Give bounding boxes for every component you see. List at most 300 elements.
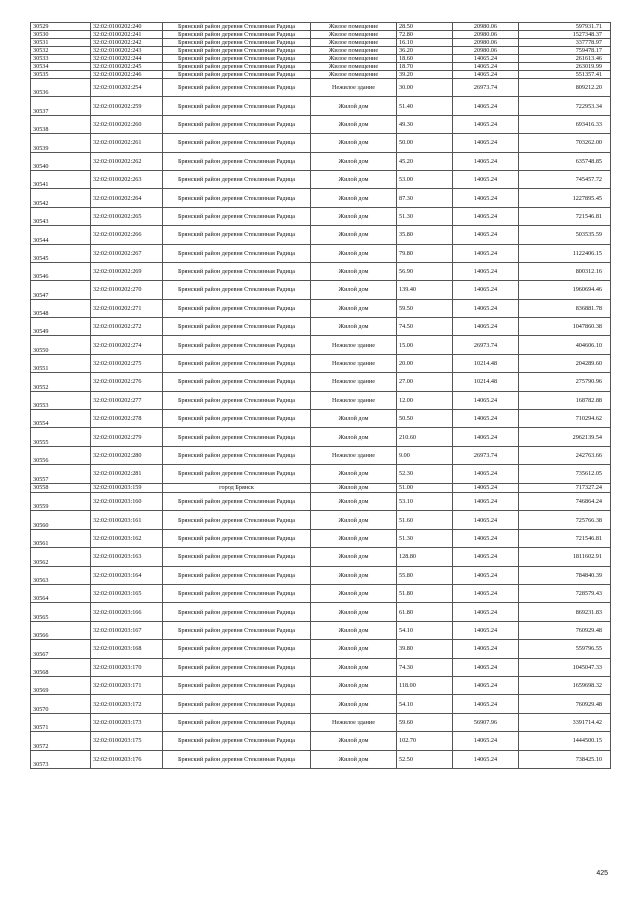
- area-cell: 56.90: [397, 262, 453, 280]
- specific-value-cell: 14065.24: [453, 695, 519, 713]
- row-number-cell: 30529: [31, 23, 91, 31]
- cadastral-value-cell: 551357.41: [519, 71, 611, 79]
- object-type-cell: Жилое помещение: [311, 63, 397, 71]
- address-cell: Брянский район деревня Стеклянная Радица: [163, 621, 311, 639]
- area-cell: 51.00: [397, 483, 453, 493]
- table-row: [31, 511, 611, 529]
- row-number-cell: 30547: [31, 281, 91, 299]
- address-cell: Брянский район деревня Стеклянная Радица: [163, 713, 311, 731]
- table-row: [31, 262, 611, 280]
- table-row: [31, 134, 611, 152]
- cadastral-value-cell: 404606.10: [519, 336, 611, 354]
- address-cell: Брянский район деревня Стеклянная Радица: [163, 318, 311, 336]
- specific-value-cell: 14065.24: [453, 548, 519, 566]
- cadastral-value-table-sheet: [30, 22, 610, 769]
- object-type-cell: Жилой дом: [311, 115, 397, 133]
- cadastral-value-cell: 168782.88: [519, 391, 611, 409]
- cadastral-number-cell: 32:02:0100202:241: [91, 31, 163, 39]
- object-type-cell: Нежилое здание: [311, 79, 397, 97]
- specific-value-cell: 14065.24: [453, 677, 519, 695]
- specific-value-cell: 26973.74: [453, 446, 519, 464]
- cadastral-value-cell: 725766.38: [519, 511, 611, 529]
- row-number-cell: 30548: [31, 299, 91, 317]
- cadastral-number-cell: 32:02:0100202:267: [91, 244, 163, 262]
- cadastral-number-cell: 32:02:0100202:243: [91, 47, 163, 55]
- cadastral-value-cell: 836881.78: [519, 299, 611, 317]
- object-type-cell: Жилой дом: [311, 226, 397, 244]
- cadastral-number-cell: 32:02:0100202:272: [91, 318, 163, 336]
- row-number-cell: 30557: [31, 465, 91, 483]
- row-number-cell: 30569: [31, 677, 91, 695]
- address-cell: Брянский район деревня Стеклянная Радица: [163, 603, 311, 621]
- specific-value-cell: 14065.24: [453, 134, 519, 152]
- area-cell: 53.10: [397, 493, 453, 511]
- specific-value-cell: 14065.24: [453, 55, 519, 63]
- specific-value-cell: 14065.24: [453, 281, 519, 299]
- area-cell: 18.60: [397, 55, 453, 63]
- row-number-cell: 30530: [31, 31, 91, 39]
- cadastral-value-cell: 721546.81: [519, 207, 611, 225]
- area-cell: 54.10: [397, 695, 453, 713]
- cadastral-value-cell: 728579.43: [519, 585, 611, 603]
- table-row: [31, 299, 611, 317]
- address-cell: Брянский район деревня Стеклянная Радица: [163, 79, 311, 97]
- area-cell: 74.30: [397, 658, 453, 676]
- cadastral-value-cell: 2962139.54: [519, 428, 611, 446]
- area-cell: 49.30: [397, 115, 453, 133]
- cadastral-value-cell: 735612.05: [519, 465, 611, 483]
- cadastral-number-cell: 32:02:0100203:161: [91, 511, 163, 529]
- specific-value-cell: 14065.24: [453, 170, 519, 188]
- cadastral-number-cell: 32:02:0100202:242: [91, 39, 163, 47]
- specific-value-cell: 14065.24: [453, 465, 519, 483]
- address-cell: Брянский район деревня Стеклянная Радица: [163, 170, 311, 188]
- cadastral-value-cell: 337778.97: [519, 39, 611, 47]
- cadastral-number-cell: 32:02:0100203:165: [91, 585, 163, 603]
- cadastral-value-cell: 722953.34: [519, 97, 611, 115]
- specific-value-cell: 14065.24: [453, 621, 519, 639]
- row-number-cell: 30540: [31, 152, 91, 170]
- area-cell: 9.00: [397, 446, 453, 464]
- cadastral-number-cell: 32:02:0100202:280: [91, 446, 163, 464]
- cadastral-value-cell: 263019.99: [519, 63, 611, 71]
- specific-value-cell: 10214.48: [453, 373, 519, 391]
- row-number-cell: 30568: [31, 658, 91, 676]
- object-type-cell: Жилое помещение: [311, 47, 397, 55]
- object-type-cell: Жилой дом: [311, 585, 397, 603]
- row-number-cell: 30564: [31, 585, 91, 603]
- specific-value-cell: 14065.24: [453, 207, 519, 225]
- row-number-cell: 30565: [31, 603, 91, 621]
- cadastral-number-cell: 32:02:0100202:262: [91, 152, 163, 170]
- row-number-cell: 30550: [31, 336, 91, 354]
- address-cell: Брянский район деревня Стеклянная Радица: [163, 493, 311, 511]
- area-cell: 45.20: [397, 152, 453, 170]
- cadastral-number-cell: 32:02:0100202:265: [91, 207, 163, 225]
- cadastral-value-cell: 693416.33: [519, 115, 611, 133]
- cadastral-value-cell: 3391714.42: [519, 713, 611, 731]
- row-number-cell: 30533: [31, 55, 91, 63]
- object-type-cell: Жилой дом: [311, 207, 397, 225]
- address-cell: Брянский район деревня Стеклянная Радица: [163, 695, 311, 713]
- address-cell: Брянский район деревня Стеклянная Радица: [163, 39, 311, 47]
- row-number-cell: 30558: [31, 483, 91, 493]
- cadastral-value-cell: 1659698.32: [519, 677, 611, 695]
- area-cell: 55.80: [397, 566, 453, 584]
- object-type-cell: Жилой дом: [311, 428, 397, 446]
- object-type-cell: Жилой дом: [311, 621, 397, 639]
- object-type-cell: Жилой дом: [311, 732, 397, 750]
- area-cell: 27.00: [397, 373, 453, 391]
- object-type-cell: Жилой дом: [311, 152, 397, 170]
- specific-value-cell: 14065.24: [453, 603, 519, 621]
- cadastral-number-cell: 32:02:0100202:274: [91, 336, 163, 354]
- table-row: [31, 750, 611, 768]
- area-cell: 15.00: [397, 336, 453, 354]
- specific-value-cell: 14065.24: [453, 391, 519, 409]
- cadastral-value-cell: 597931.71: [519, 23, 611, 31]
- object-type-cell: Жилой дом: [311, 281, 397, 299]
- area-cell: 128.80: [397, 548, 453, 566]
- object-type-cell: Нежилое здание: [311, 446, 397, 464]
- cadastral-value-cell: 738425.10: [519, 750, 611, 768]
- cadastral-value-cell: 1122406.15: [519, 244, 611, 262]
- specific-value-cell: 20980.06: [453, 23, 519, 31]
- cadastral-number-cell: 32:02:0100203:171: [91, 677, 163, 695]
- cadastral-number-cell: 32:02:0100203:173: [91, 713, 163, 731]
- table-row: [31, 677, 611, 695]
- cadastral-number-cell: 32:02:0100202:276: [91, 373, 163, 391]
- address-cell: Брянский район деревня Стеклянная Радица: [163, 97, 311, 115]
- table-row: [31, 23, 611, 31]
- row-number-cell: 30556: [31, 446, 91, 464]
- row-number-cell: 30553: [31, 391, 91, 409]
- address-cell: Брянский район деревня Стеклянная Радица: [163, 354, 311, 372]
- cadastral-number-cell: 32:02:0100203:162: [91, 529, 163, 547]
- specific-value-cell: 14065.24: [453, 189, 519, 207]
- table-row: [31, 115, 611, 133]
- cadastral-value-cell: 1960694.46: [519, 281, 611, 299]
- table-row: [31, 483, 611, 493]
- object-type-cell: Жилой дом: [311, 410, 397, 428]
- cadastral-value-cell: 760929.48: [519, 621, 611, 639]
- cadastral-number-cell: 32:02:0100202:279: [91, 428, 163, 446]
- cadastral-number-cell: 32:02:0100202:278: [91, 410, 163, 428]
- specific-value-cell: 14065.24: [453, 750, 519, 768]
- object-type-cell: Жилой дом: [311, 493, 397, 511]
- specific-value-cell: 56907.96: [453, 713, 519, 731]
- address-cell: город Брянск: [163, 483, 311, 493]
- object-type-cell: Жилой дом: [311, 511, 397, 529]
- table-row: [31, 71, 611, 79]
- row-number-cell: 30544: [31, 226, 91, 244]
- table-row: [31, 446, 611, 464]
- table-row: [31, 695, 611, 713]
- address-cell: Брянский район деревня Стеклянная Радица: [163, 115, 311, 133]
- object-type-cell: Жилой дом: [311, 318, 397, 336]
- address-cell: Брянский район деревня Стеклянная Радица: [163, 299, 311, 317]
- specific-value-cell: 14065.24: [453, 640, 519, 658]
- cadastral-value-cell: 635748.85: [519, 152, 611, 170]
- cadastral-value-cell: 242763.66: [519, 446, 611, 464]
- cadastral-number-cell: 32:02:0100202:271: [91, 299, 163, 317]
- area-cell: 28.50: [397, 23, 453, 31]
- address-cell: Брянский район деревня Стеклянная Радица: [163, 658, 311, 676]
- address-cell: Брянский район деревня Стеклянная Радица: [163, 446, 311, 464]
- table-row: [31, 658, 611, 676]
- object-type-cell: Жилое помещение: [311, 71, 397, 79]
- specific-value-cell: 14065.24: [453, 483, 519, 493]
- cadastral-value-cell: 1444500.15: [519, 732, 611, 750]
- row-number-cell: 30552: [31, 373, 91, 391]
- area-cell: 50.50: [397, 410, 453, 428]
- address-cell: Брянский район деревня Стеклянная Радица: [163, 732, 311, 750]
- table-row: [31, 318, 611, 336]
- table-row: [31, 465, 611, 483]
- table-row: [31, 281, 611, 299]
- table-row: [31, 244, 611, 262]
- address-cell: Брянский район деревня Стеклянная Радица: [163, 55, 311, 63]
- object-type-cell: Жилой дом: [311, 658, 397, 676]
- cadastral-value-table: [30, 22, 611, 769]
- cadastral-number-cell: 32:02:0100203:166: [91, 603, 163, 621]
- table-row: [31, 640, 611, 658]
- cadastral-number-cell: 32:02:0100202:254: [91, 79, 163, 97]
- object-type-cell: Нежилое здание: [311, 373, 397, 391]
- object-type-cell: Жилой дом: [311, 465, 397, 483]
- row-number-cell: 30566: [31, 621, 91, 639]
- specific-value-cell: 26973.74: [453, 79, 519, 97]
- table-row: [31, 410, 611, 428]
- cadastral-value-cell: 784840.39: [519, 566, 611, 584]
- specific-value-cell: 14065.24: [453, 63, 519, 71]
- cadastral-number-cell: 32:02:0100202:240: [91, 23, 163, 31]
- row-number-cell: 30567: [31, 640, 91, 658]
- address-cell: Брянский район деревня Стеклянная Радица: [163, 428, 311, 446]
- object-type-cell: Нежилое здание: [311, 713, 397, 731]
- address-cell: Брянский район деревня Стеклянная Радица: [163, 373, 311, 391]
- area-cell: 35.80: [397, 226, 453, 244]
- row-number-cell: 30532: [31, 47, 91, 55]
- object-type-cell: Жилой дом: [311, 603, 397, 621]
- table-row: [31, 493, 611, 511]
- address-cell: Брянский район деревня Стеклянная Радица: [163, 529, 311, 547]
- cadastral-number-cell: 32:02:0100202:263: [91, 170, 163, 188]
- address-cell: Брянский район деревня Стеклянная Радица: [163, 585, 311, 603]
- object-type-cell: Жилой дом: [311, 244, 397, 262]
- cadastral-value-cell: 759478.17: [519, 47, 611, 55]
- cadastral-value-cell: 869231.83: [519, 603, 611, 621]
- row-number-cell: 30573: [31, 750, 91, 768]
- row-number-cell: 30560: [31, 511, 91, 529]
- specific-value-cell: 14065.24: [453, 428, 519, 446]
- cadastral-value-cell: 721546.81: [519, 529, 611, 547]
- area-cell: 52.30: [397, 465, 453, 483]
- cadastral-number-cell: 32:02:0100202:260: [91, 115, 163, 133]
- cadastral-value-cell: 275790.96: [519, 373, 611, 391]
- cadastral-number-cell: 32:02:0100202:264: [91, 189, 163, 207]
- table-row: [31, 621, 611, 639]
- specific-value-cell: 14065.24: [453, 299, 519, 317]
- specific-value-cell: 14065.24: [453, 585, 519, 603]
- cadastral-number-cell: 32:02:0100203:172: [91, 695, 163, 713]
- specific-value-cell: 26973.74: [453, 336, 519, 354]
- row-number-cell: 30549: [31, 318, 91, 336]
- specific-value-cell: 20980.06: [453, 31, 519, 39]
- area-cell: 54.10: [397, 621, 453, 639]
- table-row: [31, 336, 611, 354]
- area-cell: 210.60: [397, 428, 453, 446]
- area-cell: 61.80: [397, 603, 453, 621]
- cadastral-number-cell: 32:02:0100203:170: [91, 658, 163, 676]
- area-cell: 51.80: [397, 585, 453, 603]
- cadastral-number-cell: 32:02:0100203:168: [91, 640, 163, 658]
- cadastral-number-cell: 32:02:0100202:281: [91, 465, 163, 483]
- object-type-cell: Жилой дом: [311, 299, 397, 317]
- address-cell: Брянский район деревня Стеклянная Радица: [163, 23, 311, 31]
- cadastral-value-cell: 1811602.91: [519, 548, 611, 566]
- cadastral-number-cell: 32:02:0100203:175: [91, 732, 163, 750]
- address-cell: Брянский район деревня Стеклянная Радица: [163, 281, 311, 299]
- table-row: [31, 97, 611, 115]
- row-number-cell: 30539: [31, 134, 91, 152]
- object-type-cell: Жилой дом: [311, 750, 397, 768]
- specific-value-cell: 14065.24: [453, 566, 519, 584]
- specific-value-cell: 10214.48: [453, 354, 519, 372]
- table-row: [31, 31, 611, 39]
- table-row: [31, 63, 611, 71]
- address-cell: Брянский район деревня Стеклянная Радица: [163, 63, 311, 71]
- row-number-cell: 30545: [31, 244, 91, 262]
- object-type-cell: Нежилое здание: [311, 354, 397, 372]
- area-cell: 30.00: [397, 79, 453, 97]
- table-body: [31, 23, 611, 769]
- address-cell: Брянский район деревня Стеклянная Радица: [163, 511, 311, 529]
- address-cell: Брянский район деревня Стеклянная Радица: [163, 391, 311, 409]
- address-cell: Брянский район деревня Стеклянная Радица: [163, 134, 311, 152]
- area-cell: 52.50: [397, 750, 453, 768]
- object-type-cell: Жилой дом: [311, 483, 397, 493]
- table-row: [31, 529, 611, 547]
- cadastral-value-cell: 800312.16: [519, 262, 611, 280]
- row-number-cell: 30542: [31, 189, 91, 207]
- cadastral-number-cell: 32:02:0100203:176: [91, 750, 163, 768]
- object-type-cell: Жилой дом: [311, 695, 397, 713]
- table-row: [31, 226, 611, 244]
- table-row: [31, 585, 611, 603]
- table-row: [31, 55, 611, 63]
- table-row: [31, 47, 611, 55]
- row-number-cell: 30572: [31, 732, 91, 750]
- area-cell: 72.80: [397, 31, 453, 39]
- cadastral-value-cell: 760929.48: [519, 695, 611, 713]
- page-number: 425: [596, 870, 608, 877]
- object-type-cell: Жилое помещение: [311, 31, 397, 39]
- cadastral-number-cell: 32:02:0100203:167: [91, 621, 163, 639]
- object-type-cell: Нежилое здание: [311, 391, 397, 409]
- table-row: [31, 428, 611, 446]
- address-cell: Брянский район деревня Стеклянная Радица: [163, 31, 311, 39]
- specific-value-cell: 14065.24: [453, 226, 519, 244]
- specific-value-cell: 14065.24: [453, 529, 519, 547]
- address-cell: Брянский район деревня Стеклянная Радица: [163, 262, 311, 280]
- address-cell: Брянский район деревня Стеклянная Радица: [163, 226, 311, 244]
- address-cell: Брянский район деревня Стеклянная Радица: [163, 189, 311, 207]
- row-number-cell: 30536: [31, 79, 91, 97]
- object-type-cell: Жилой дом: [311, 529, 397, 547]
- cadastral-number-cell: 32:02:0100202:270: [91, 281, 163, 299]
- cadastral-value-cell: 809212.20: [519, 79, 611, 97]
- cadastral-number-cell: 32:02:0100202:269: [91, 262, 163, 280]
- area-cell: 102.70: [397, 732, 453, 750]
- cadastral-value-cell: 710294.62: [519, 410, 611, 428]
- specific-value-cell: 14065.24: [453, 244, 519, 262]
- cadastral-number-cell: 32:02:0100203:160: [91, 493, 163, 511]
- table-row: [31, 548, 611, 566]
- specific-value-cell: 14065.24: [453, 658, 519, 676]
- specific-value-cell: 14065.24: [453, 410, 519, 428]
- row-number-cell: 30561: [31, 529, 91, 547]
- cadastral-value-cell: 1047860.38: [519, 318, 611, 336]
- object-type-cell: Жилое помещение: [311, 39, 397, 47]
- cadastral-value-cell: 1527348.37: [519, 31, 611, 39]
- address-cell: Брянский район деревня Стеклянная Радица: [163, 677, 311, 695]
- area-cell: 87.30: [397, 189, 453, 207]
- area-cell: 139.40: [397, 281, 453, 299]
- cadastral-number-cell: 32:02:0100203:159: [91, 483, 163, 493]
- area-cell: 39.20: [397, 71, 453, 79]
- specific-value-cell: 14065.24: [453, 97, 519, 115]
- table-row: [31, 566, 611, 584]
- address-cell: Брянский район деревня Стеклянная Радица: [163, 548, 311, 566]
- row-number-cell: 30546: [31, 262, 91, 280]
- area-cell: 53.00: [397, 170, 453, 188]
- area-cell: 74.50: [397, 318, 453, 336]
- area-cell: 59.60: [397, 713, 453, 731]
- cadastral-number-cell: 32:02:0100202:261: [91, 134, 163, 152]
- address-cell: Брянский район деревня Стеклянная Радица: [163, 47, 311, 55]
- object-type-cell: Жилой дом: [311, 97, 397, 115]
- specific-value-cell: 14065.24: [453, 511, 519, 529]
- specific-value-cell: 14065.24: [453, 493, 519, 511]
- row-number-cell: 30534: [31, 63, 91, 71]
- object-type-cell: Жилой дом: [311, 262, 397, 280]
- row-number-cell: 30555: [31, 428, 91, 446]
- table-row: [31, 79, 611, 97]
- cadastral-value-cell: 1045047.33: [519, 658, 611, 676]
- table-row: [31, 732, 611, 750]
- row-number-cell: 30535: [31, 71, 91, 79]
- area-cell: 16.10: [397, 39, 453, 47]
- address-cell: Брянский район деревня Стеклянная Радица: [163, 410, 311, 428]
- object-type-cell: Жилой дом: [311, 548, 397, 566]
- cadastral-value-cell: 717327.24: [519, 483, 611, 493]
- table-row: [31, 207, 611, 225]
- object-type-cell: Жилой дом: [311, 189, 397, 207]
- area-cell: 51.30: [397, 529, 453, 547]
- address-cell: Брянский район деревня Стеклянная Радица: [163, 244, 311, 262]
- table-row: [31, 391, 611, 409]
- address-cell: Брянский район деревня Стеклянная Радица: [163, 566, 311, 584]
- area-cell: 51.60: [397, 511, 453, 529]
- table-row: [31, 170, 611, 188]
- area-cell: 79.80: [397, 244, 453, 262]
- address-cell: Брянский район деревня Стеклянная Радица: [163, 152, 311, 170]
- area-cell: 50.00: [397, 134, 453, 152]
- cadastral-value-cell: 746864.24: [519, 493, 611, 511]
- row-number-cell: 30562: [31, 548, 91, 566]
- cadastral-number-cell: 32:02:0100202:275: [91, 354, 163, 372]
